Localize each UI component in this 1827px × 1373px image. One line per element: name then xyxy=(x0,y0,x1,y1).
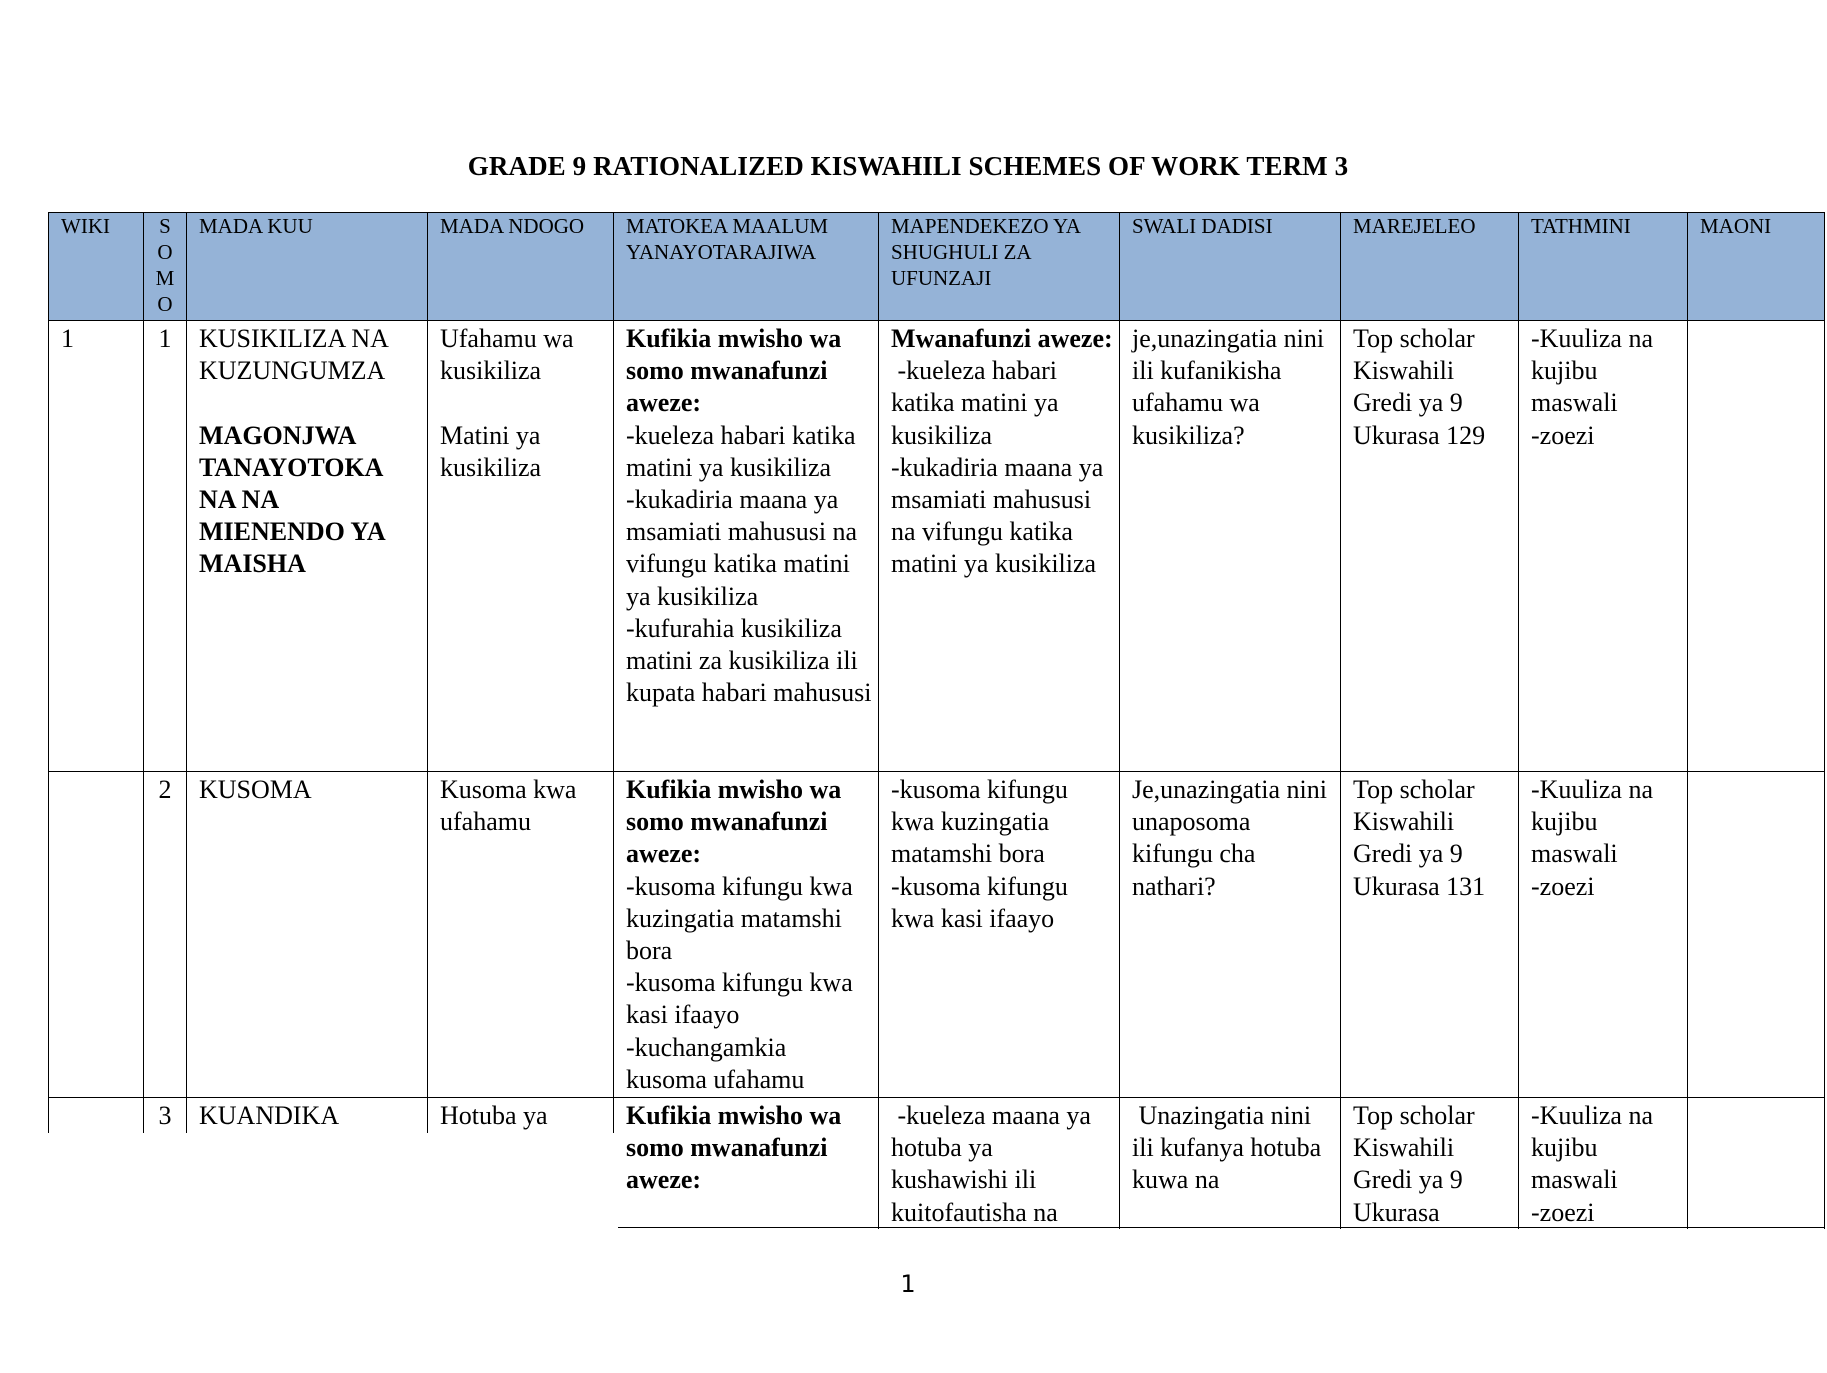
scheme-of-work-table xyxy=(48,212,1825,1229)
cell-matokea: Kufikia mwisho wa somo mwanafunzi aweze: -kusoma kifungu kwa kuzingatia matamshi bora -kusoma kifungu kwa kasi ifaayo -kuchangamkia kusoma ufahamu xyxy=(614,772,879,1098)
header-mada-kuu: MADA KUU xyxy=(187,213,428,321)
table-header-row xyxy=(49,213,1825,321)
cell-mada-kuu: KUSIKILIZA NA KUZUNGUMZA MAGONJWA TANAYOTOKA NA NA MIENENDO YA MAISHA xyxy=(187,321,428,772)
header-mada-ndogo: MADA NDOGO xyxy=(428,213,614,321)
cell-mada-kuu: KUSOMA xyxy=(187,772,428,1098)
cell-tathmini: -Kuuliza na kujibu maswali -zoezi xyxy=(1519,1098,1688,1229)
cell-somo: 3 xyxy=(144,1098,187,1229)
header-somo: S O M O xyxy=(144,213,187,321)
cell-mapendekezo: -kusoma kifungu kwa kuzingatia matamshi bora -kusoma kifungu kwa kasi ifaayo xyxy=(879,772,1120,1098)
table-row xyxy=(49,321,1825,772)
cell-tathmini: -Kuuliza na kujibu maswali -zoezi xyxy=(1519,321,1688,772)
cell-somo: 1 xyxy=(144,321,187,772)
header-swali-dadisi: SWALI DADISI xyxy=(1120,213,1341,321)
header-mapendekezo: MAPENDEKEZO YA SHUGHULI ZA UFUNZAJI xyxy=(879,213,1120,321)
cell-marejeleo: Top scholar Kiswahili Gredi ya 9 Ukurasa xyxy=(1341,1098,1519,1229)
table-bottom-border xyxy=(618,1227,1824,1228)
cell-maoni xyxy=(1688,321,1825,772)
header-matokea: MATOKEA MAALUM YANAYOTARAJIWA xyxy=(614,213,879,321)
cell-matokea: Kufikia mwisho wa somo mwanafunzi aweze: xyxy=(614,1098,879,1229)
cell-marejeleo: Top scholar Kiswahili Gredi ya 9 Ukurasa 131 xyxy=(1341,772,1519,1098)
cell-tathmini: -Kuuliza na kujibu maswali -zoezi xyxy=(1519,772,1688,1098)
header-tathmini: TATHMINI xyxy=(1519,213,1688,321)
document-title: GRADE 9 RATIONALIZED KISWAHILI SCHEMES OF WORK TERM 3 xyxy=(467,151,1349,181)
cell-maoni xyxy=(1688,1098,1825,1229)
cell-mapendekezo: -kueleza maana ya hotuba ya kushawishi ili kuitofautisha na xyxy=(879,1098,1120,1229)
cell-mapendekezo: Mwanafunzi aweze: -kueleza habari katika matini ya kusikiliza -kukadiria maana ya msamiati mahususi na vifungu katika matini ya kusikiliza xyxy=(879,321,1120,772)
cell-mada-ndogo: Kusoma kwa ufahamu xyxy=(428,772,614,1098)
cell-mada-ndogo: Hotuba ya xyxy=(428,1098,614,1229)
header-wiki: WIKI xyxy=(49,213,144,321)
table-row xyxy=(49,772,1825,1098)
cell-matokea: Kufikia mwisho wa somo mwanafunzi aweze: -kueleza habari katika matini ya kusikiliza -kukadiria maana ya msamiati mahususi na vifungu katika matini ya kusikiliza -kufurahia kusikiliza matini za kusikiliza ili kupata habari mahususi xyxy=(614,321,879,772)
cell-somo: 2 xyxy=(144,772,187,1098)
cell-marejeleo: Top scholar Kiswahili Gredi ya 9 Ukurasa 129 xyxy=(1341,321,1519,772)
cell-swali-dadisi: Je,unazingatia nini unaposoma kifungu cha nathari? xyxy=(1120,772,1341,1098)
header-marejeleo: MAREJELEO xyxy=(1341,213,1519,321)
cell-swali-dadisi: je,unazingatia nini ili kufanikisha ufahamu wa kusikiliza? xyxy=(1120,321,1341,772)
page-break-mask xyxy=(46,1133,618,1263)
page-number: 1 xyxy=(900,1270,916,1298)
cell-wiki: 1 xyxy=(49,321,144,772)
cell-wiki xyxy=(49,772,144,1098)
header-maoni: MAONI xyxy=(1688,213,1825,321)
cell-maoni xyxy=(1688,772,1825,1098)
cell-swali-dadisi: Unazingatia nini ili kufanya hotuba kuwa na xyxy=(1120,1098,1341,1229)
cell-mada-ndogo: Ufahamu wa kusikiliza Matini ya kusikiliza xyxy=(428,321,614,772)
cell-mada-kuu: KUANDIKA xyxy=(187,1098,428,1229)
